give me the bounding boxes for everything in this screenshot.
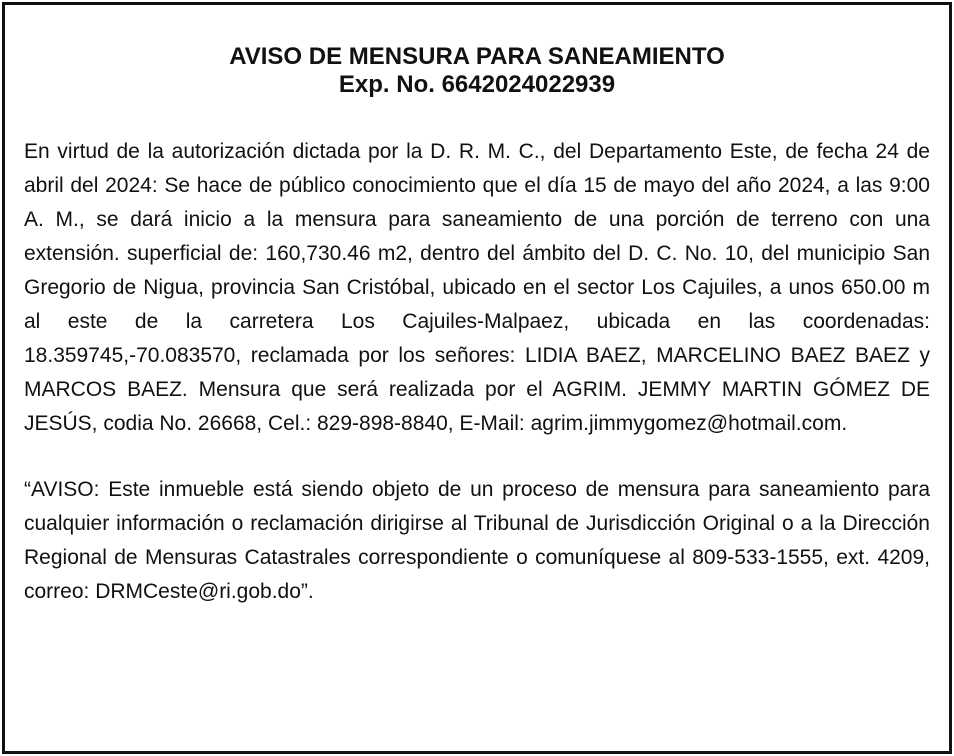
notice-paragraph-aviso: “AVISO: Este inmueble está siendo objeto de un proceso de mensura para saneamiento para cualquier información o reclamación dirigirse al Tribunal de Jurisdicción Original o a la Dirección Regional de Mensuras Catastrales correspondiente o comuníquese al 809-533-1555, ext. 4209, correo: DRMCeste@ri.gob.do”. [24, 478, 930, 603]
notice-content [24, 43, 930, 609]
notice-paragraph-main: En virtud de la autorización dictada por la D. R. M. C., del Departamento Este, de fecha 24 de abril del 2024: Se hace de público conocimiento que el día 15 de mayo del año 2024, a las 9:00 A. M., se dará inicio a la mensura para saneamiento de una porción de terreno con una extensión. superficial de: 160,730.46 m2, dentro del ámbito del D. C. No. 10, del municipio San Gregorio de Nigua, provincia San Cristóbal, ubicado en el sector Los Cajuiles, a unos 650.00 m al este de la carretera Los Cajuiles-Malpaez, ubicada en las coordenadas: 18.359745,-70.083570, reclamada por los señores: LIDIA BAEZ, MARCELINO BAEZ BAEZ y MARCOS BAEZ. Mensura que será realizada por el AGRIM. JEMMY MARTIN GÓMEZ DE JESÚS, codia No. 26668, Cel.: 829-898-8840, E-Mail: agrim.jimmygomez@hotmail.com. [24, 140, 930, 435]
notice-border [2, 2, 952, 754]
expediente-number: Exp. No. 6642024022939 [338, 71, 616, 98]
notice-title: AVISO DE MENSURA PARA SANEAMIENTO [229, 43, 725, 70]
